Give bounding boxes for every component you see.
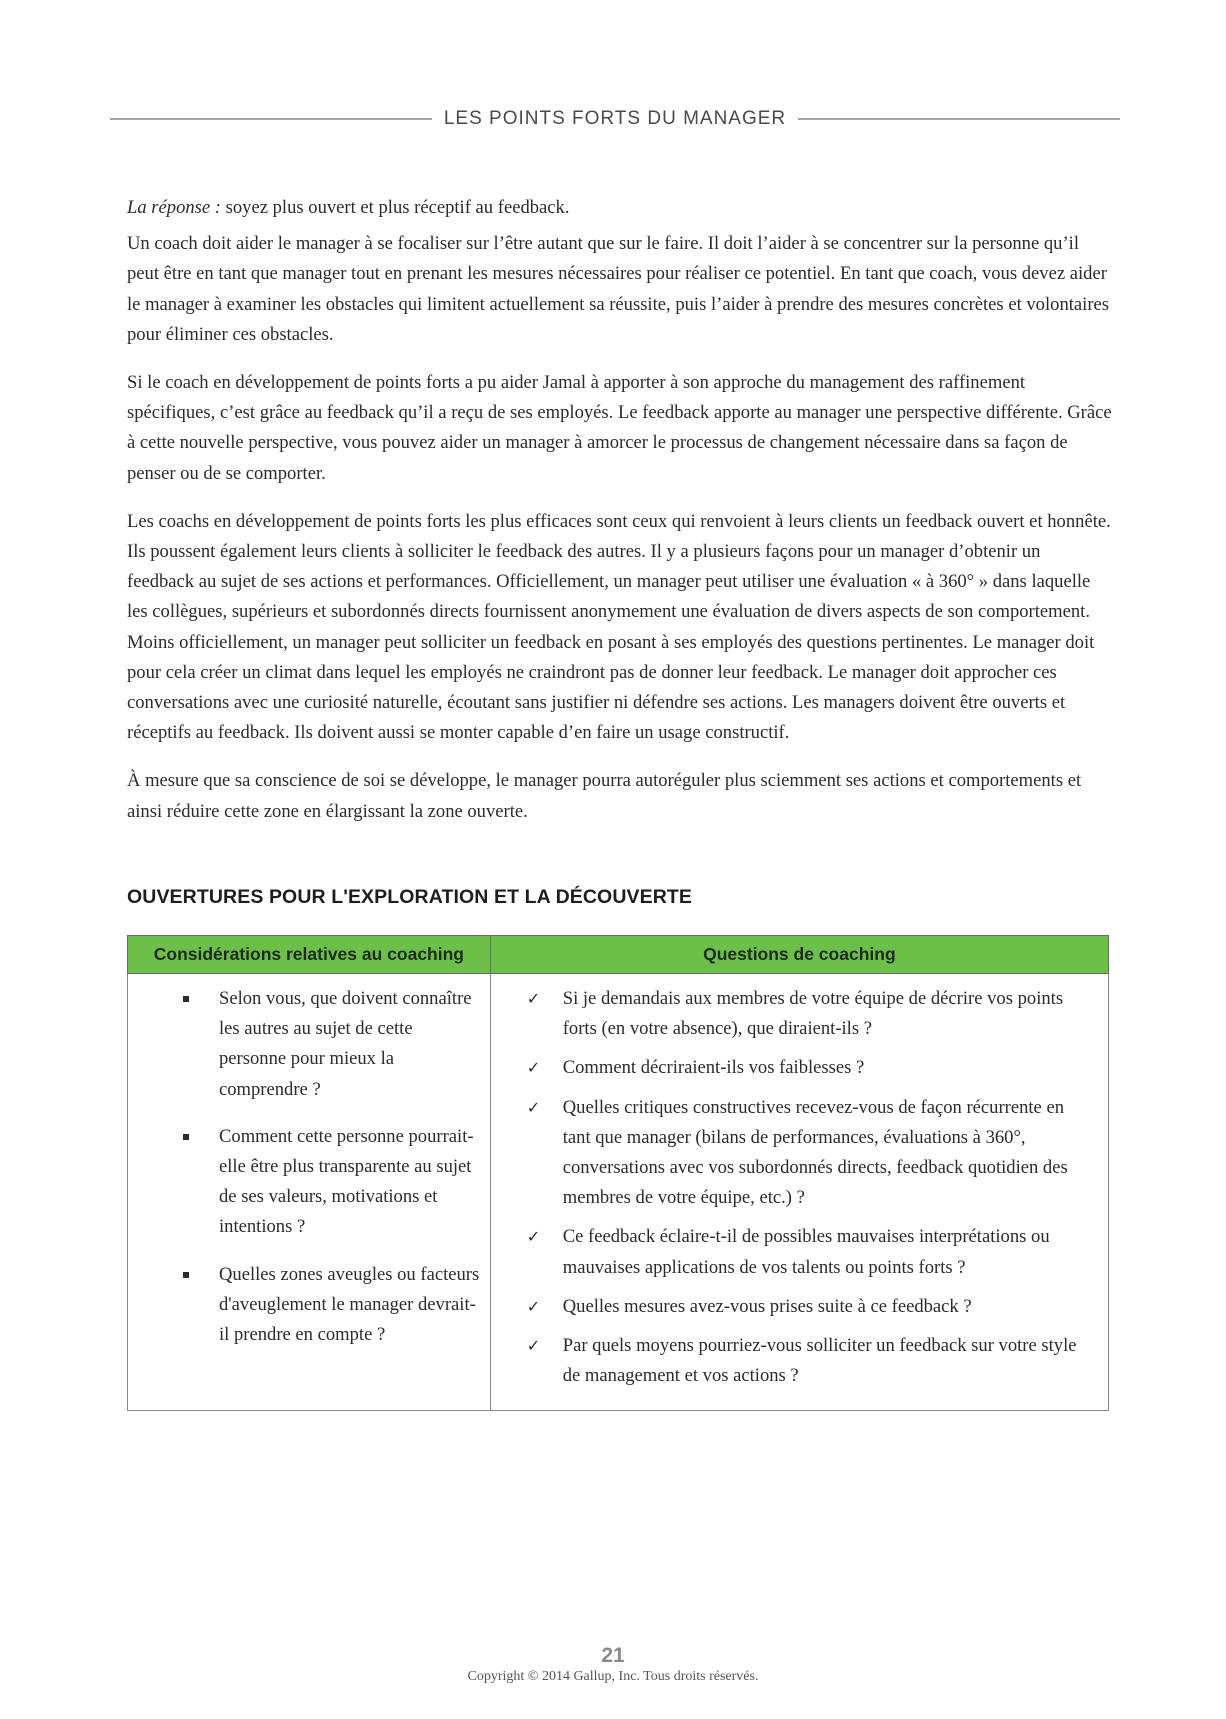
list-item-text: Ce feedback éclaire-t-il de possibles mauvaises interprétations ou mauvaises applications de vos talents ou points forts ? <box>562 1226 1050 1278</box>
lead-paragraph <box>127 193 1112 223</box>
list-item-text: Quelles mesures avez-vous prises suite à ce feedback ? <box>562 1295 972 1317</box>
list-item-text: Selon vous, que doivent connaître les autres au sujet de cette personne pour mieux la comprendre ? <box>219 988 472 1100</box>
running-header <box>110 106 1120 132</box>
list-item <box>491 984 1096 1044</box>
paragraph: Les coachs en développement de points forts les plus efficaces sont ceux qui renvoient à leurs clients un feedback ouvert et honnête. Ils poussent également leurs clients à solliciter le feedback des autres. Il y a plusieurs façons pour un manager d’obtenir un feedback au sujet de ses actions et performances. Officiellement, un manager peut utiliser une évaluation « à 360° » dans laquelle les collègues, supérieurs et subordonnés directs fournissent anonymement une évaluation de divers aspects de son comportement. Moins officiellement, un manager peut solliciter un feedback en posant à ses employés des questions pertinentes. Le manager doit pour cela créer un climat dans lequel les employés ne craindront pas de donner leur feedback. Le manager doit approcher ces conversations avec une curiosité naturelle, écoutant sans justifier ni défendre ses actions. Les managers doivent être ouverts et réceptifs au feedback. Ils doivent aussi se monter capable d’en faire un usage constructif. <box>127 510 1111 744</box>
list-item <box>491 1331 1096 1391</box>
page-number: 21 <box>601 1644 625 1667</box>
list-item <box>128 1122 480 1243</box>
header-rule-right <box>798 118 1120 120</box>
checkmark-icon: ✓ <box>526 1296 541 1316</box>
square-bullet-icon <box>183 1134 189 1140</box>
list-item-text: Par quels moyens pourriez-vous solliciter un feedback sur votre style de management et vos actions ? <box>562 1335 1077 1387</box>
list-item-text: Quelles critiques constructives recevez-vous de façon récurrente en tant que manager (bilans de performances, évaluations à 360°, conversations avec vos subordonnés directs, feedback quotidien des membres de votre équipe, etc.) ? <box>562 1096 1068 1209</box>
square-bullet-icon <box>183 1272 189 1278</box>
checkmark-icon: ✓ <box>526 1058 541 1078</box>
page-footer <box>0 1644 1226 1686</box>
checkmark-icon: ✓ <box>526 1097 541 1117</box>
paragraph: Si le coach en développement de points forts a pu aider Jamal à apporter à son approche du management des raffinement spécifiques, c’est grâce au feedback qu’il a reçu de ses employés. Le feedback apporte au manager une perspective différente. Grâce à cette nouvelle perspective, vous pouvez aider un manager à amorcer le processus de changement nécessaire dans sa façon de penser ou de se comporter. <box>127 372 1112 484</box>
paragraph: Un coach doit aider le manager à se focaliser sur l’être autant que sur le faire. Il doit l’aider à se concentrer sur la personne qu’il peut être en tant que manager tout en prenant les mesures nécessaires pour réaliser ce potentiel. En tant que coach, vous devez aider le manager à examiner les obstacles qui limitent actuellement sa réussite, puis l’aider à prendre des mesures concrètes et volontaires pour éliminer ces obstacles. <box>127 233 1110 345</box>
list-item-text: Quelles zones aveugles ou facteurs d'aveuglement le manager devrait-il prendre en compte ? <box>219 1263 480 1346</box>
considerations-cell <box>128 974 491 1411</box>
copyright-notice: Copyright © 2014 Gallup, Inc. Tous droits réservés. <box>467 1669 759 1684</box>
checkmark-icon: ✓ <box>526 989 541 1008</box>
paragraph: À mesure que sa conscience de soi se développe, le manager pourra autoréguler plus sciemment ses actions et comportements et ainsi réduire cette zone en élargissant la zone ouverte. <box>127 770 1082 822</box>
square-bullet-icon <box>183 996 189 1002</box>
coaching-table <box>127 935 1109 1411</box>
list-item-text: Si je demandais aux membres de votre équipe de décrire vos points forts (en votre absence), que diraient-ils ? <box>562 988 1064 1040</box>
table-header-row <box>128 936 1109 974</box>
lead-text: soyez plus ouvert et plus réceptif au feedback. <box>221 197 570 218</box>
list-item <box>491 1093 1096 1214</box>
list-item <box>491 1053 1096 1083</box>
considerations-list <box>128 974 490 1362</box>
questions-cell <box>490 974 1108 1411</box>
checkmark-icon: ✓ <box>526 1227 541 1247</box>
section-heading: OUVERTURES POUR L'EXPLORATION ET LA DÉCOUVERTE <box>127 886 693 908</box>
lead-label: La réponse : <box>127 197 221 218</box>
body-text <box>127 193 1112 845</box>
column-header-questions: Questions de coaching <box>490 936 1108 974</box>
list-item <box>128 984 480 1105</box>
header-rule-left <box>110 118 432 120</box>
list-item-text: Comment décriraient-ils vos faiblesses ? <box>562 1057 865 1079</box>
list-item-text: Comment cette personne pourrait-elle être plus transparente au sujet de ses valeurs, motivations et intentions ? <box>219 1125 474 1238</box>
column-header-considerations: Considérations relatives au coaching <box>128 936 491 974</box>
running-header-title: LES POINTS FORTS DU MANAGER <box>443 108 787 129</box>
list-item <box>128 1260 480 1351</box>
checkmark-icon: ✓ <box>526 1336 541 1356</box>
questions-list <box>491 974 1108 1410</box>
table-row <box>128 974 1109 1411</box>
list-item <box>491 1292 1096 1322</box>
list-item <box>491 1222 1096 1282</box>
